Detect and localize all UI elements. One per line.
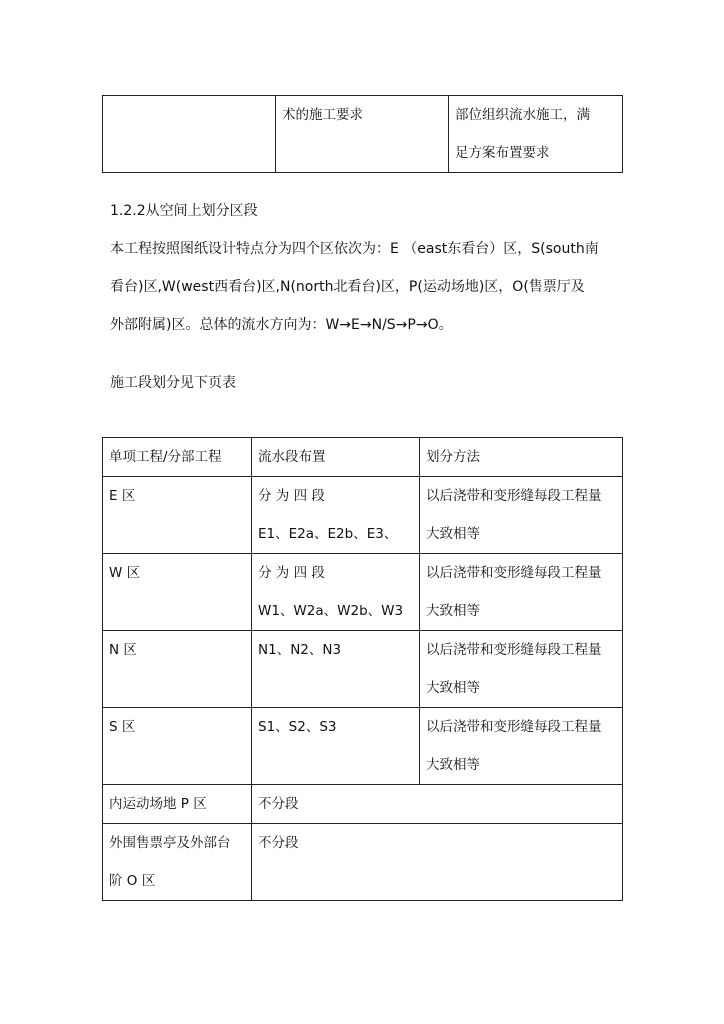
table-row	[103, 477, 623, 554]
word: 分	[258, 488, 272, 504]
table-row	[103, 96, 623, 173]
top-table	[102, 95, 623, 173]
cell-line: 部位组织流水施工，满	[455, 107, 590, 123]
table-row	[103, 554, 623, 631]
word: 段	[311, 488, 325, 504]
cell-line	[258, 477, 419, 515]
area-cell	[103, 824, 252, 901]
table-cell	[103, 96, 276, 173]
cell-line: 以后浇带和变形缝每段工程量	[426, 488, 602, 504]
cell-line: 大致相等	[426, 603, 480, 619]
area-cell: 内运动场地 P 区	[103, 785, 252, 824]
area-cell: S 区	[103, 708, 252, 785]
cell-line: 外围售票亭及外部台	[109, 835, 231, 851]
cell-line	[258, 554, 419, 592]
cell-line: 以后浇带和变形缝每段工程量	[426, 719, 602, 735]
table-row	[103, 708, 623, 785]
table-intro: 施工段划分见下页表	[110, 375, 236, 391]
cell-line: W1、W2a、W2b、W3	[258, 603, 404, 619]
table-cell	[449, 96, 623, 173]
layout-cell: S1、S2、S3	[252, 708, 420, 785]
method-cell	[420, 631, 623, 708]
word: 四	[293, 565, 308, 581]
header-cell: 流水段布置	[252, 438, 420, 477]
cell-line: 大致相等	[426, 680, 480, 696]
method-cell	[420, 708, 623, 785]
area-cell: W 区	[103, 554, 252, 631]
header-cell: 划分方法	[420, 438, 623, 477]
area-cell: N 区	[103, 631, 252, 708]
method-cell	[420, 554, 623, 631]
cell-line: 大致相等	[426, 757, 480, 773]
cell-line: 足方案布置要求	[455, 145, 550, 161]
cell-line: 以后浇带和变形缝每段工程量	[426, 642, 602, 658]
table-header-row	[103, 438, 623, 477]
cell-line: 阶 O 区	[109, 873, 156, 889]
layout-cell	[252, 477, 420, 554]
header-cell: 单项工程/分部工程	[103, 438, 252, 477]
paragraph-line: 外部附属)区。总体的流水方向为：W→E→N/S→P→O。	[110, 317, 453, 333]
paragraph-line: 本工程按照图纸设计特点分为四个区依次为：E （east东看台）区，S(south南	[110, 241, 599, 257]
cell-line: E1、E2a、E2b、E3、	[258, 526, 398, 542]
division-table	[102, 437, 623, 901]
layout-cell: 不分段	[252, 824, 623, 901]
section-heading: 1.2.2从空间上划分区段	[110, 203, 258, 219]
table-row	[103, 785, 623, 824]
layout-cell: N1、N2、N3	[252, 631, 420, 708]
table-row	[103, 631, 623, 708]
cell-line: 大致相等	[426, 526, 480, 542]
word: 为	[275, 565, 290, 581]
paragraph-line: 看台)区,W(west西看台)区,N(north北看台)区，P(运动场地)区，O(售票厅及	[110, 279, 585, 295]
area-cell: E 区	[103, 477, 252, 554]
word: 分	[258, 565, 272, 581]
table-row	[103, 824, 623, 901]
cell-line: 以后浇带和变形缝每段工程量	[426, 565, 602, 581]
word: 四	[293, 488, 308, 504]
word: 段	[311, 565, 325, 581]
table-cell: 术的施工要求	[276, 96, 449, 173]
word: 为	[275, 488, 290, 504]
layout-cell	[252, 554, 420, 631]
method-cell	[420, 477, 623, 554]
layout-cell: 不分段	[252, 785, 623, 824]
